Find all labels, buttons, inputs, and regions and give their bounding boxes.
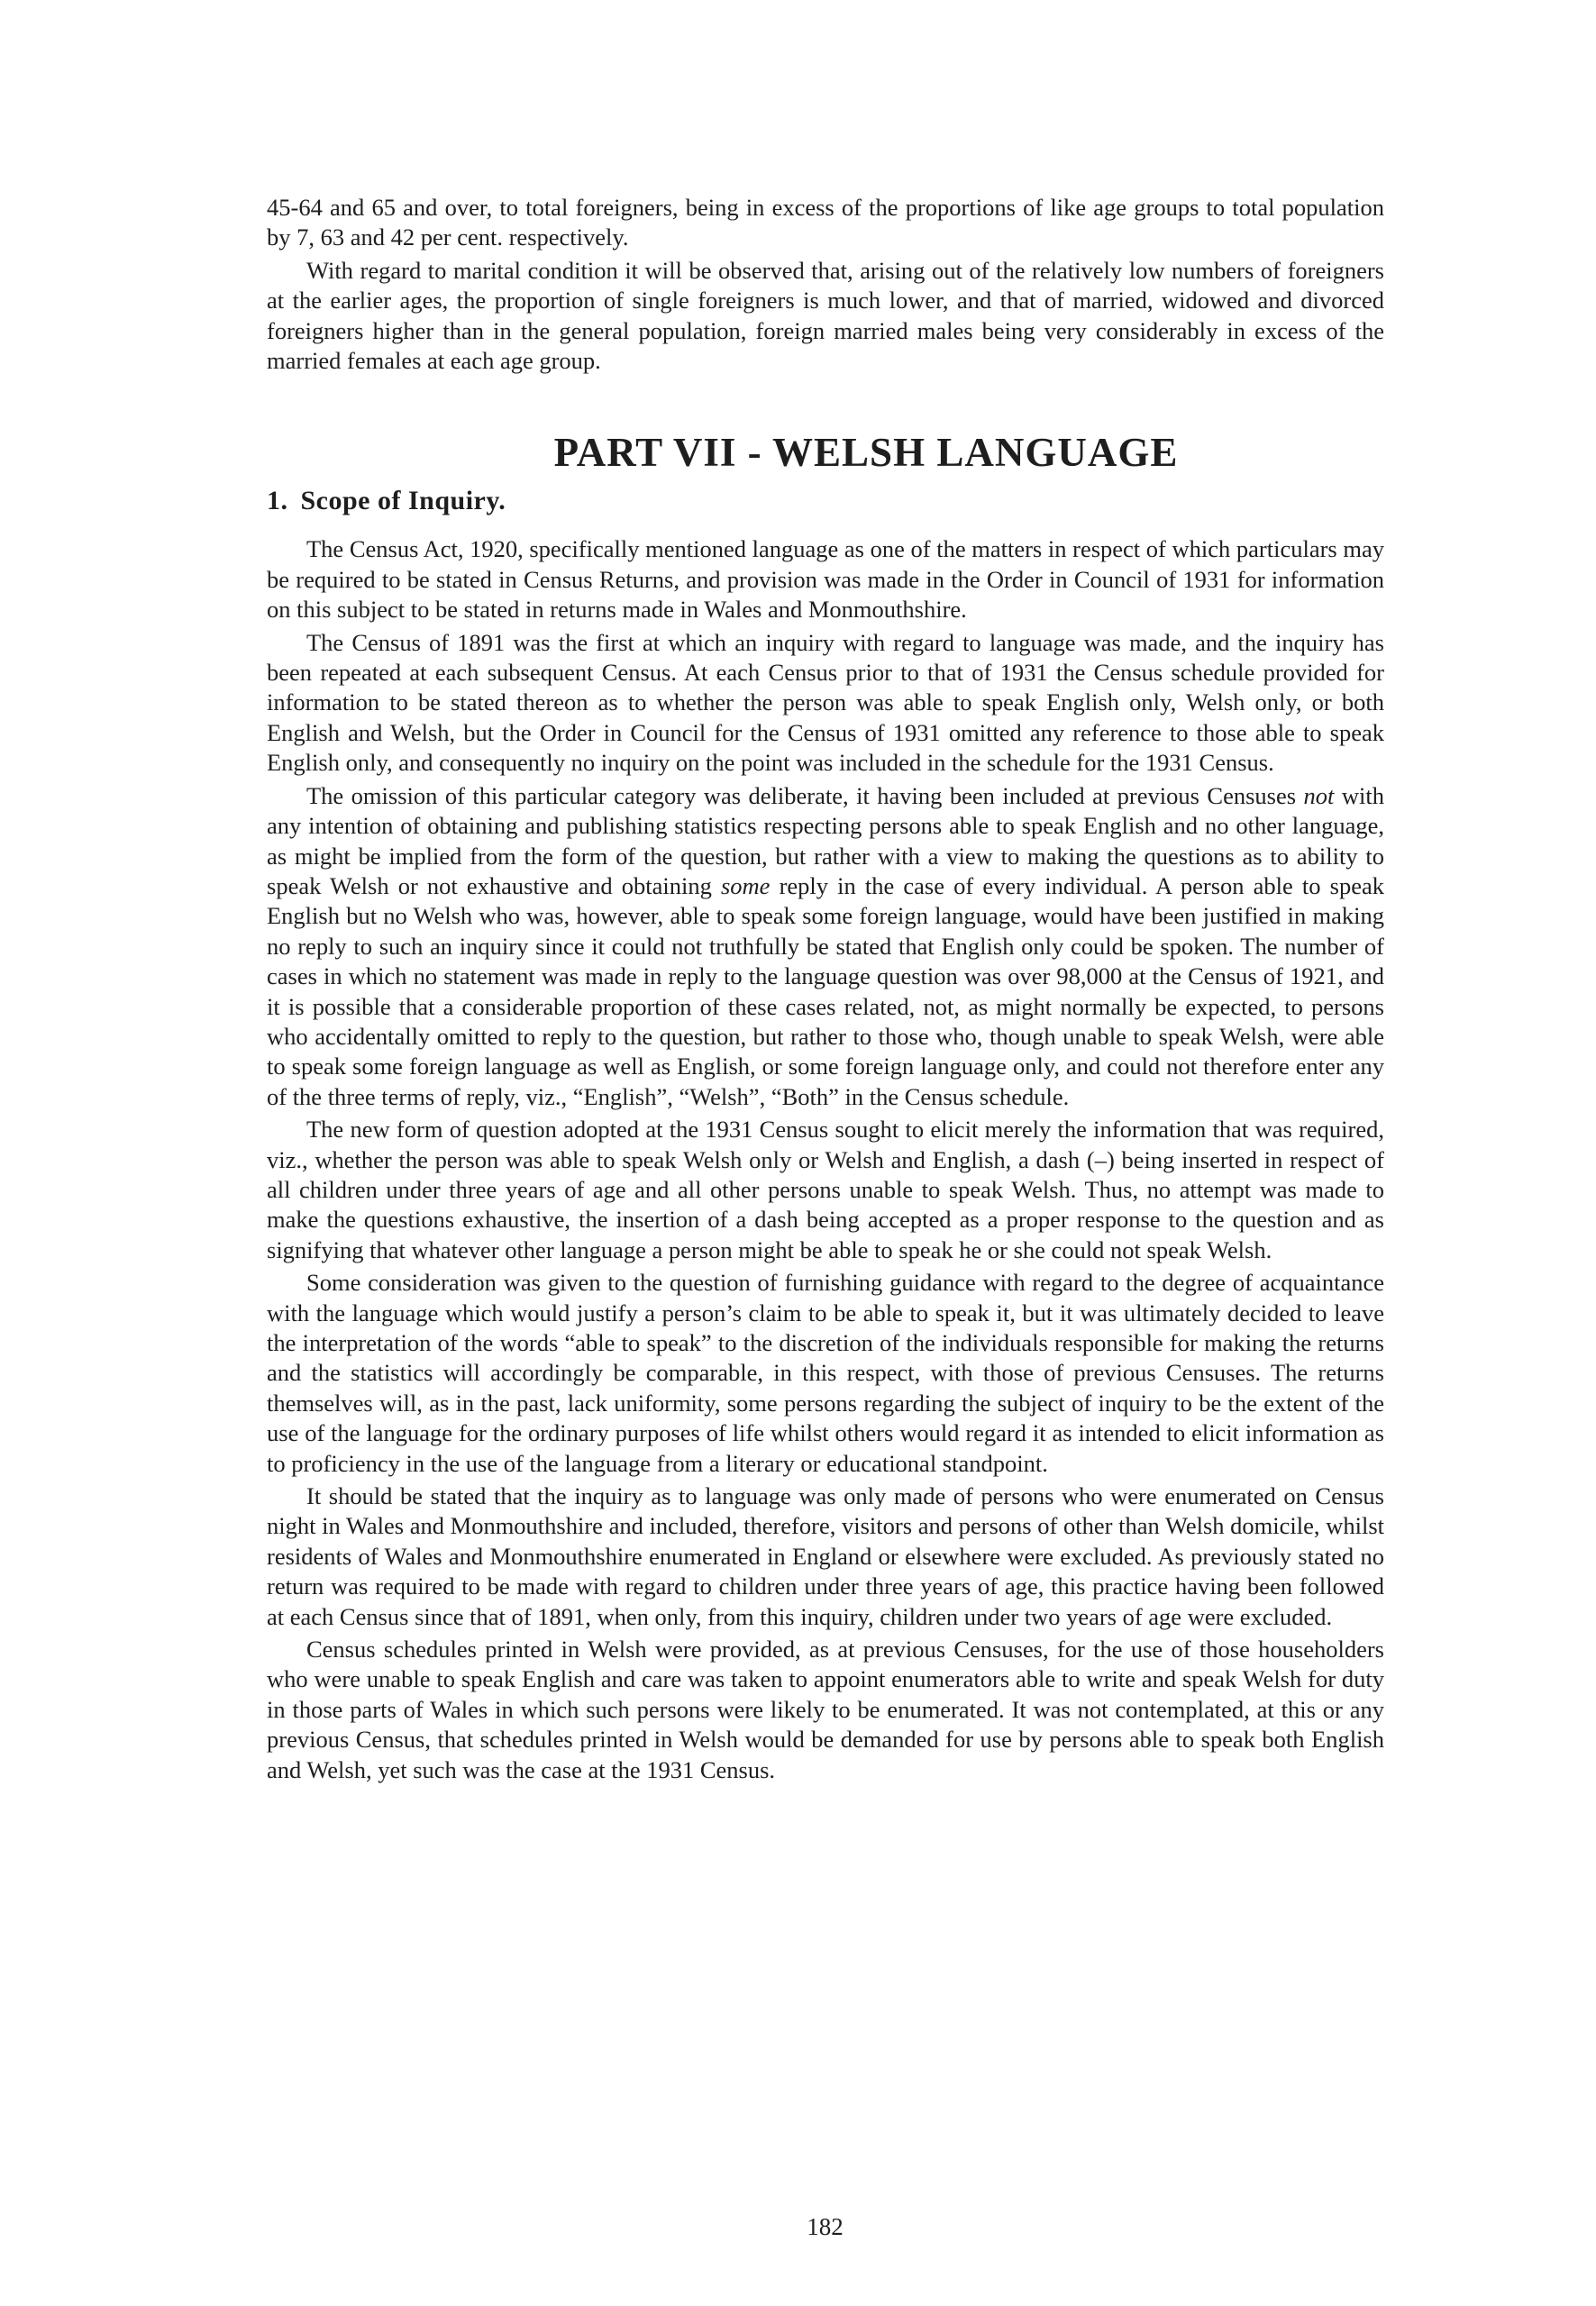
- section-title: Scope of Inquiry.: [300, 486, 506, 516]
- part-title: PART VII - WELSH LANGUAGE: [553, 430, 1179, 476]
- page-body: [267, 193, 1384, 1785]
- emphasis-not: not: [1303, 781, 1335, 809]
- paragraph-omission-part-c: reply in the case of every individual. A person able to speak English but no Welsh who was, however, able to speak some foreign language, would have been justified in making no reply to such an inquiry since it could not truthfully be stated that English only could be spoken. The number of cases in which no statement was made in reply to the language question was over 98,000 at the Census of 1921, and it is possible that a considerable proportion of these cases related, not, as might normally be expected, to persons who accidentally omitted to reply to the question, but rather to those who, though unable to speak Welsh, were able to speak some foreign language as well as English, or some foreign language only, and could not therefore enter any of the three terms of reply, viz., “English”, “Welsh”, “Both” in the Census schedule.: [267, 871, 1384, 1110]
- paragraph-omission-part-b: with any intention of obtaining and publishing statistics respecting persons able to speak English and no other language, as might be implied from the form of the question, but rather with a view to making the questions as to ability to speak Welsh or not exhaustive and obtaining: [267, 781, 1384, 899]
- paragraph-omission-part-a: The omission of this particular category was deliberate, it having been included at previous Censuses: [306, 781, 1304, 809]
- paragraph-census-1891: The Census of 1891 was the first at which an inquiry with regard to language was made, and the inquiry has been repeated at each subsequent Census. At each Census prior to that of 1931 the Census schedule provided for information to be stated thereon as to whether the person was able to speak English only, Welsh only, or both English and Welsh, but the Order in Council for the Census of 1931 omitted any reference to those able to speak English only, and consequently no inquiry on the point was included in the schedule for the 1931 Census.: [267, 628, 1384, 777]
- paragraph-omission: [267, 781, 1384, 1112]
- paragraph-new-form: The new form of question adopted at the 1931 Census sought to elicit merely the information that was required, viz., whether the person was able to speak Welsh only or Welsh and English, a dash (–) being inserted in respect of all children under three years of age and all other persons unable to speak Welsh. Thus, no attempt was made to make the questions exhaustive, the insertion of a dash being accepted as a proper response to the question and as signifying that whatever other language a person might be able to speak he or she could not speak Welsh.: [267, 1116, 1384, 1263]
- section-heading: [267, 484, 1384, 518]
- paragraph-consideration: Some consideration was given to the question of furnishing guidance with regard to the degree of acquaintance with the language which would justify a person’s claim to be able to speak it, but it was ultimately decided to leave the interpretation of the words “able to speak” to the discretion of the individuals responsible for making the returns and the statistics will accordingly be comparable, in this respect, with those of previous Censuses. The returns themselves will, as in the past, lack uniformity, some persons regarding the subject of inquiry to be the extent of the use of the language for the ordinary purposes of life whilst others would regard it as intended to elicit information as to proficiency in the use of the language from a literary or educational standpoint.: [267, 1269, 1384, 1477]
- paragraph-welsh-schedules: Census schedules printed in Welsh were provided, as at previous Censuses, for the use of those householders who were unable to speak English and care was taken to appoint enumerators able to write and speak Welsh for duty in those parts of Wales in which such persons were likely to be enumerated. It was not contemplated, at this or any previous Census, that schedules printed in Welsh would be demanded for use by persons able to speak both English and Welsh, yet such was the case at the 1931 Census.: [267, 1636, 1384, 1783]
- intro-paragraph-continued: 45-64 and 65 and over, to total foreigners, being in excess of the proportions of like age groups to total population by 7, 63 and 42 per cent. respectively.: [267, 194, 1384, 251]
- intro-paragraph-marital: With regard to marital condition it will be observed that, arising out of the relatively low numbers of foreigners at the earlier ages, the proportion of single foreigners is much lower, and that of married, widowed and divorced foreigners higher than in the general population, foreign married males being very considerably in excess of the married females at each age group.: [267, 256, 1384, 375]
- paragraph-census-act: The Census Act, 1920, specifically mentioned language as one of the matters in respect of which particulars may be required to be stated in Census Returns, and provision was made in the Order in Council of 1931 for information on this subject to be stated in returns made in Wales and Monmouthshire.: [267, 535, 1384, 624]
- emphasis-some: some: [720, 871, 771, 899]
- page-number: 182: [807, 2213, 844, 2240]
- paragraph-enumeration: It should be stated that the inquiry as to language was only made of persons who were enumerated on Census night in Wales and Monmouthshire and included, therefore, visitors and persons of other than Welsh domicile, whilst residents of Wales and Monmouthshire enumerated in England or elsewhere were excluded. As previously stated no return was required to be made with regard to children under three years of age, this practice having been followed at each Census since that of 1891, when only, from this inquiry, children under two years of age were excluded.: [267, 1482, 1384, 1630]
- section-number: 1.: [267, 486, 288, 516]
